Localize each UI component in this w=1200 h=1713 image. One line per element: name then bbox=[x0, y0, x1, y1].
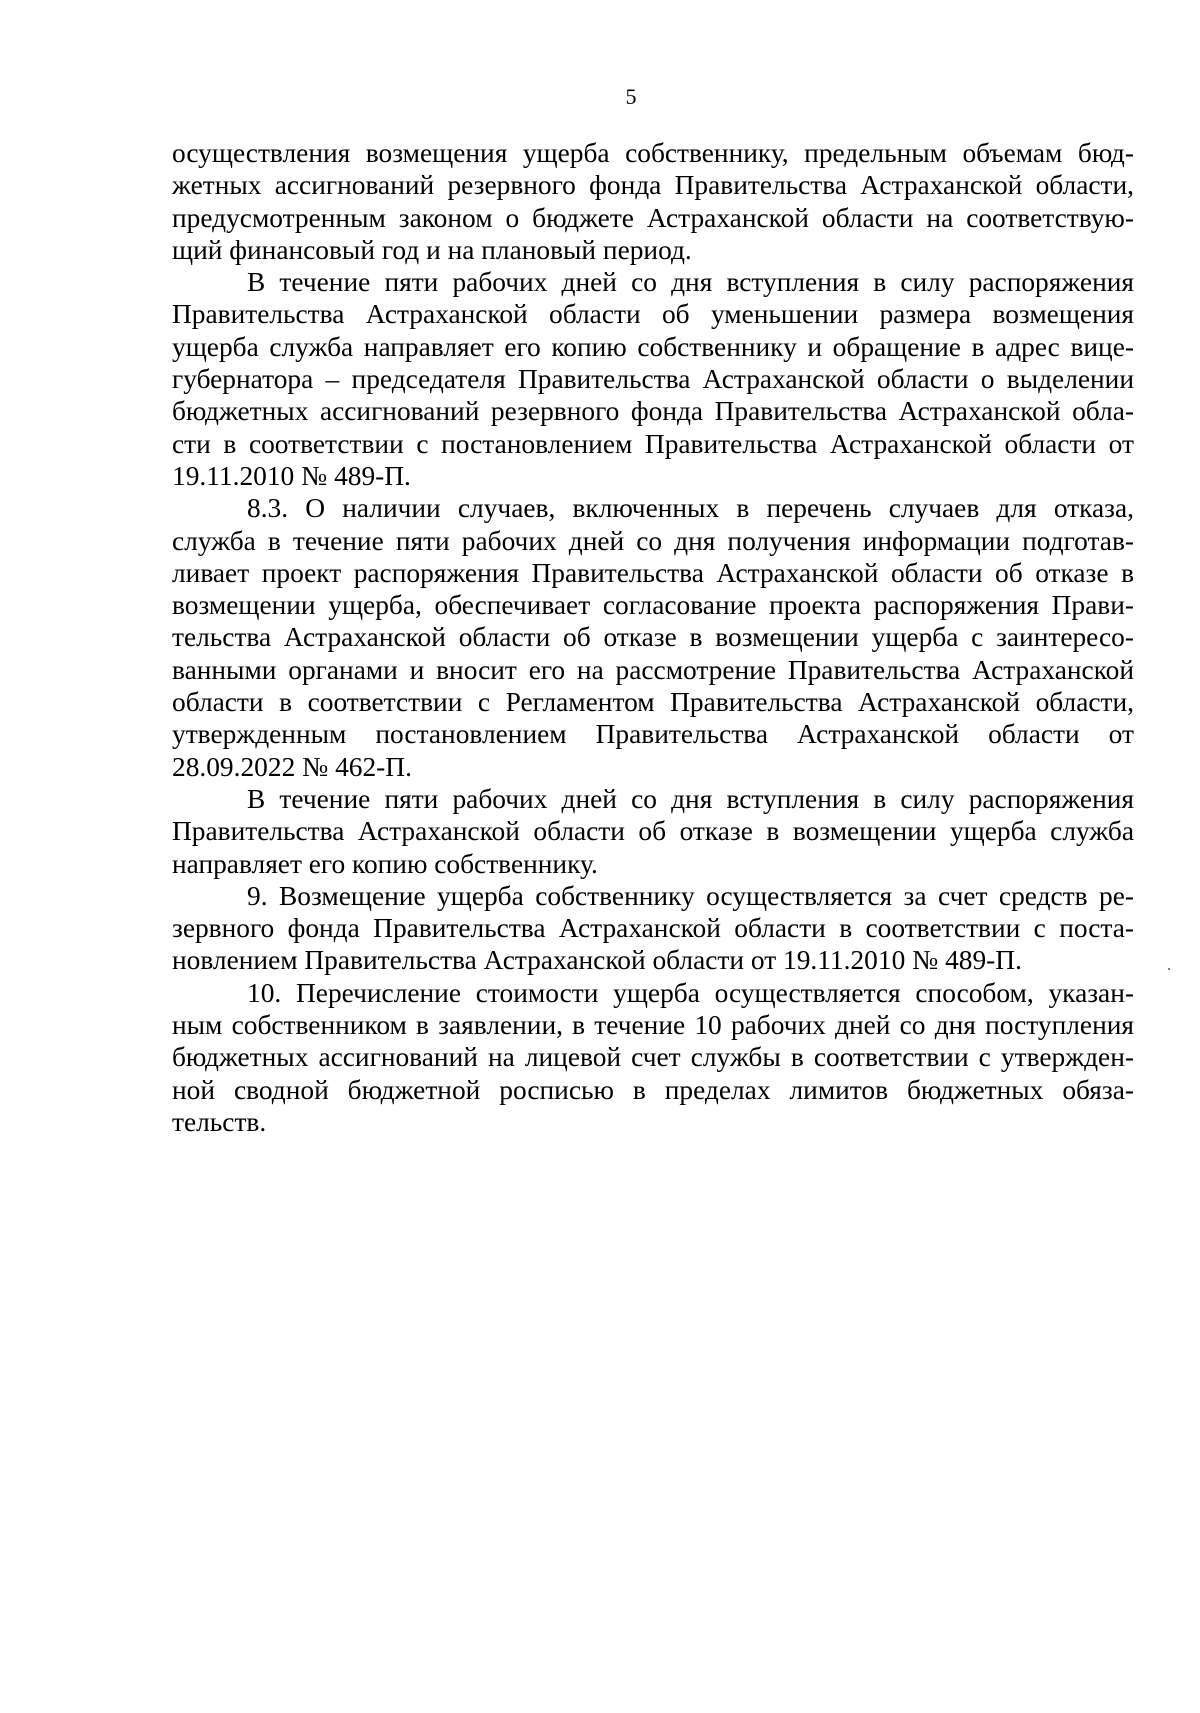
text-line: 28.09.2022 № 462-П. bbox=[172, 751, 412, 782]
text-line: ущерба служба направляет его копию собственнику и обращение в адрес вице- bbox=[172, 331, 1134, 362]
text-line: области в соответствии с Регламентом Правительства Астраханской области, bbox=[172, 687, 1134, 718]
text-line: ной сводной бюджетной росписью в пределах лимитов бюджетных обяза- bbox=[172, 1074, 1134, 1105]
text-line: 8.3. О наличии случаев, включенных в перечень случаев для отказа, bbox=[247, 493, 1134, 524]
text-line: ванными органами и вносит его на рассмотрение Правительства Астраханской bbox=[172, 654, 1134, 685]
text-line: В течение пяти рабочих дней со дня вступления в силу распоряжения bbox=[247, 783, 1134, 814]
text-line: бюджетных ассигнований резервного фонда Правительства Астраханской обла- bbox=[172, 396, 1134, 427]
text-line: тельств. bbox=[172, 1106, 267, 1137]
text-line: предусмотренным законом о бюджете Астраханской области на соответствую- bbox=[172, 202, 1134, 233]
text-line: жетных ассигнований резервного фонда Правительства Астраханской области, bbox=[172, 170, 1134, 201]
paragraph-continuation bbox=[172, 137, 1134, 266]
text-line: 9. Возмещение ущерба собственнику осуществляется за счет средств ре- bbox=[247, 880, 1134, 911]
text-line: утвержденным постановлением Правительства Астраханской области от bbox=[172, 719, 1134, 750]
page-number: 5 bbox=[625, 84, 637, 109]
text-line: 10. Перечисление стоимости ущерба осуществляется способом, указан- bbox=[247, 977, 1134, 1008]
paragraph-reduction-notice bbox=[172, 266, 1134, 492]
document-body bbox=[172, 137, 1134, 1138]
text-line: губернатора – председателя Правительства Астраханской области о выделении bbox=[172, 364, 1134, 395]
text-line: В течение пяти рабочих дней со дня вступления в силу распоряжения bbox=[247, 267, 1134, 298]
text-line: ным собственником в заявлении, в течение 10 рабочих дней со дня поступления bbox=[172, 1010, 1134, 1041]
text-line: служба в течение пяти рабочих дней со дня получения информации подготав- bbox=[172, 525, 1134, 556]
text-line: 19.11.2010 № 489-П. bbox=[172, 460, 411, 491]
scan-speck bbox=[1168, 968, 1170, 970]
text-line: зервного фонда Правительства Астраханской области в соответствии с поста- bbox=[172, 913, 1134, 944]
paragraph-clause-10 bbox=[172, 977, 1134, 1138]
text-line: осуществления возмещения ущерба собственнику, предельным объемам бюд- bbox=[172, 138, 1134, 168]
text-line: Правительства Астраханской области об уменьшении размера возмещения bbox=[172, 299, 1134, 330]
text-line: бюджетных ассигнований на лицевой счет службы в соответствии с утвержден- bbox=[172, 1042, 1134, 1073]
text-line: возмещении ущерба, обеспечивает согласование проекта распоряжения Прави- bbox=[172, 590, 1134, 621]
text-line: щий финансовый год и на плановый период. bbox=[172, 234, 692, 265]
text-line: сти в соответствии с постановлением Правительства Астраханской области от bbox=[172, 428, 1134, 459]
text-line: новлением Правительства Астраханской области от 19.11.2010 № 489-П. bbox=[172, 945, 1022, 976]
text-line: направляет его копию собственнику. bbox=[172, 848, 598, 879]
paragraph-refusal-notice bbox=[172, 783, 1134, 880]
text-line: Правительства Астраханской области об отказе в возмещении ущерба служба bbox=[172, 816, 1134, 847]
text-line: ливает проект распоряжения Правительства Астраханской области об отказе в bbox=[172, 557, 1134, 588]
paragraph-clause-9 bbox=[172, 880, 1134, 977]
text-line: тельства Астраханской области об отказе в возмещении ущерба с заинтересо- bbox=[172, 622, 1134, 653]
paragraph-clause-8-3 bbox=[172, 492, 1134, 783]
